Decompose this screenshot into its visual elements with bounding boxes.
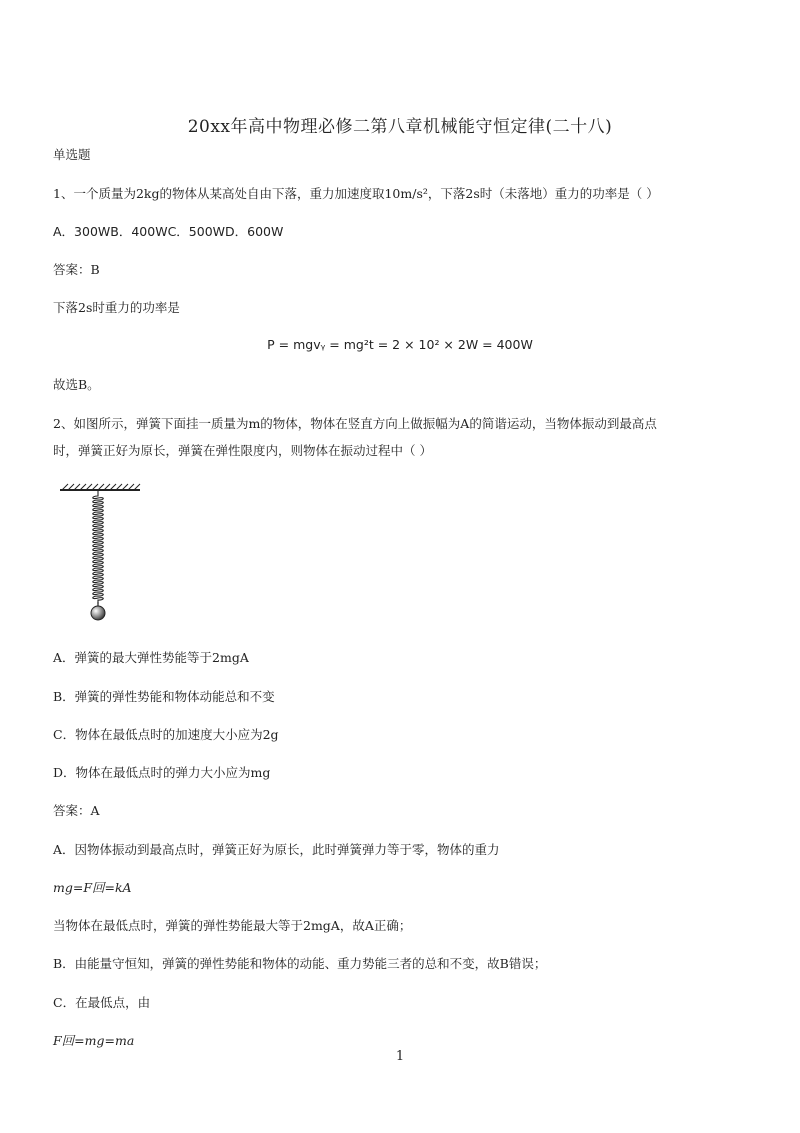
section-heading: 单选题 <box>53 147 91 162</box>
question-1-conclusion: 故选B。 <box>53 377 100 392</box>
question-2-stem-line-2: 时，弹簧正好为原长，弹簧在弹性限度内，则物体在振动过程中（ ） <box>53 443 432 458</box>
question-2-answer: 答案：A <box>53 803 100 818</box>
page-number: 1 <box>395 1049 405 1064</box>
question-2-option-b: B．弹簧的弹性势能和物体动能总和不变 <box>53 689 275 704</box>
question-2-equation-2: F回=mg=ma <box>53 1033 135 1048</box>
question-2-explanation-b: B．由能量守恒知，弹簧的弹性势能和物体的动能、重力势能三者的总和不变，故B错误； <box>53 956 547 971</box>
question-2-option-d: D．物体在最低点时的弹力大小应为mg <box>53 765 271 780</box>
question-1-stem: 1、一个质量为2kg的物体从某高处自由下落，重力加速度取10m/s²，下落2s时（未落地）重力的功率是（ ） <box>53 186 659 201</box>
question-2-equation-1: mg=F回=kA <box>53 880 132 895</box>
spring-coil <box>93 490 104 604</box>
page-title: 20xx年高中物理必修二第八章机械能守恒定律(二十八) <box>187 117 613 137</box>
question-1-answer: 答案：B <box>53 262 100 277</box>
question-2-explanation-a: A．因物体振动到最高点时，弹簧正好为原长，此时弹簧弹力等于零，物体的重力 <box>53 842 500 857</box>
question-1-explanation: 下落2s时重力的功率是 <box>53 300 180 315</box>
question-1-formula: P = mgvᵧ = mg²t = 2 × 10² × 2W = 400W <box>267 337 533 352</box>
ceiling <box>60 484 140 490</box>
spring-figure <box>58 482 148 627</box>
question-2-option-a: A．弹簧的最大弹性势能等于2mgA <box>53 650 249 665</box>
question-2-stem-line-1: 2、如图所示，弹簧下面挂一质量为m的物体，物体在竖直方向上做振幅为A的简谐运动，当物体振动到最高点 <box>53 416 657 431</box>
mass-ball <box>91 606 105 620</box>
question-1-options: A．300WB．400WC．500WD．600W <box>53 224 284 239</box>
question-2-explanation-a-2: 当物体在最低点时，弹簧的弹性势能最大等于2mgA，故A正确； <box>53 918 412 933</box>
question-2-explanation-c: C．在最低点，由 <box>53 995 151 1010</box>
question-2-option-c: C．物体在最低点时的加速度大小应为2g <box>53 727 279 742</box>
